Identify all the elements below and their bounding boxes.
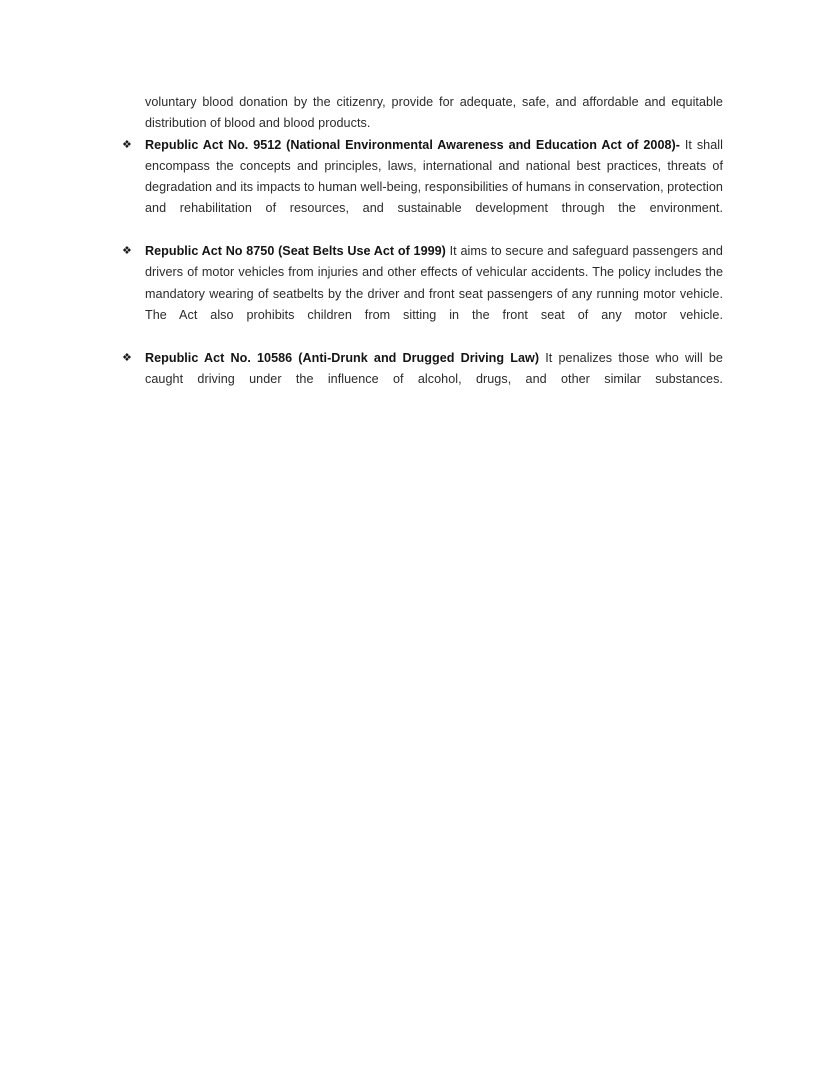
list-item (122, 348, 723, 412)
continued-paragraph: voluntary blood donation by the citizenry, provide for adequate, safe, and affordable and equitable distribution of blood and blood products. (145, 95, 723, 131)
list-item-title: Republic Act No. 9512 (National Environmental Awareness and Education Act of 2008)- (145, 137, 680, 152)
diamond-bullet-icon: ❖ (122, 351, 132, 364)
law-list (122, 135, 723, 412)
list-item (122, 135, 723, 241)
list-item-body: It shall encompass the concepts and principles, laws, international and national best practices, threats of degradation and its impacts to human well-being, responsibilities of humans in conservation, protection and rehabilitation of resources, and sustainable development through the environment. (145, 137, 723, 216)
list-item (122, 241, 723, 347)
list-item-body: It aims to secure and safeguard passengers and drivers of motor vehicles from injuries and other effects of vehicular accidents. The policy includes the mandatory wearing of seatbelts by the driver and front seat passengers of any running motor vehicle. The Act also prohibits children from sitting in the front seat of any motor vehicle. (145, 244, 723, 322)
diamond-bullet-icon: ❖ (122, 138, 132, 151)
list-item-title: Republic Act No 8750 (Seat Belts Use Act of 1999) (145, 244, 446, 259)
document-body (122, 92, 723, 411)
diamond-bullet-icon: ❖ (122, 245, 132, 258)
list-item-title: Republic Act No. 10586 (Anti-Drunk and Drugged Driving Law) (145, 350, 540, 365)
list-item-body: It penalizes those who will be caught driving under the influence of alcohol, drugs, and other similar substances. (145, 350, 723, 386)
